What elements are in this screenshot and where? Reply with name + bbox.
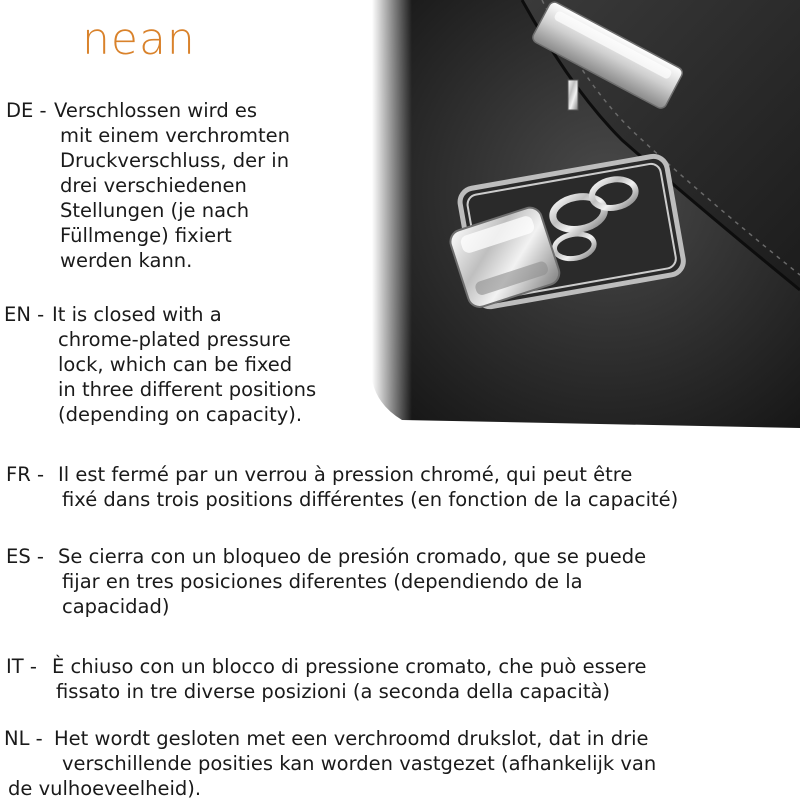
text-line: Druckverschluss, der in <box>60 149 290 172</box>
language-code: DE - <box>6 99 47 122</box>
text-line: It is closed with a <box>52 303 222 326</box>
text-line: È chiuso con un blocco di pressione cromato, che può essere <box>52 655 647 678</box>
text-line: capacidad) <box>62 595 170 618</box>
language-code: FR - <box>6 463 45 486</box>
text-line: in three different positions <box>58 378 317 401</box>
text-line: Il est fermé par un verrou à pression chromé, qui peut être <box>58 463 633 486</box>
text-line: verschillende posities kan worden vastgezet (afhankelijk van <box>62 752 657 775</box>
text-line: drei verschiedenen <box>60 174 247 197</box>
text-line: Verschlossen wird es <box>54 99 258 122</box>
text-line: chrome-plated pressure <box>58 328 291 351</box>
text-line: fijar en tres posiciones diferentes (dependiendo de la <box>62 570 583 593</box>
text-line: Het wordt gesloten met een verchroomd drukslot, dat in drie <box>54 727 649 750</box>
brand-logo: nean <box>82 14 196 65</box>
product-photo-chrome-lock <box>372 0 800 428</box>
text-line: Stellungen (je nach <box>60 199 250 222</box>
text-line: de vulhoeveelheid). <box>8 777 202 800</box>
text-line: mit einem verchromten <box>60 124 290 147</box>
text-line: Se cierra con un bloqueo de presión cromado, que se puede <box>58 545 647 568</box>
language-code: IT - <box>6 655 37 678</box>
text-line: fixé dans trois positions différentes (en fonction de la capacité) <box>62 488 679 511</box>
text-line: fissato in tre diverse posizioni (a seconda della capacità) <box>56 680 611 703</box>
text-line: Füllmenge) fixiert <box>60 224 232 247</box>
language-code: NL - <box>4 727 43 750</box>
text-line: (depending on capacity). <box>58 403 303 426</box>
language-code: EN - <box>4 303 45 326</box>
language-code: ES - <box>6 545 44 568</box>
text-line: werden kann. <box>60 249 193 272</box>
text-line: lock, which can be fixed <box>58 353 293 376</box>
